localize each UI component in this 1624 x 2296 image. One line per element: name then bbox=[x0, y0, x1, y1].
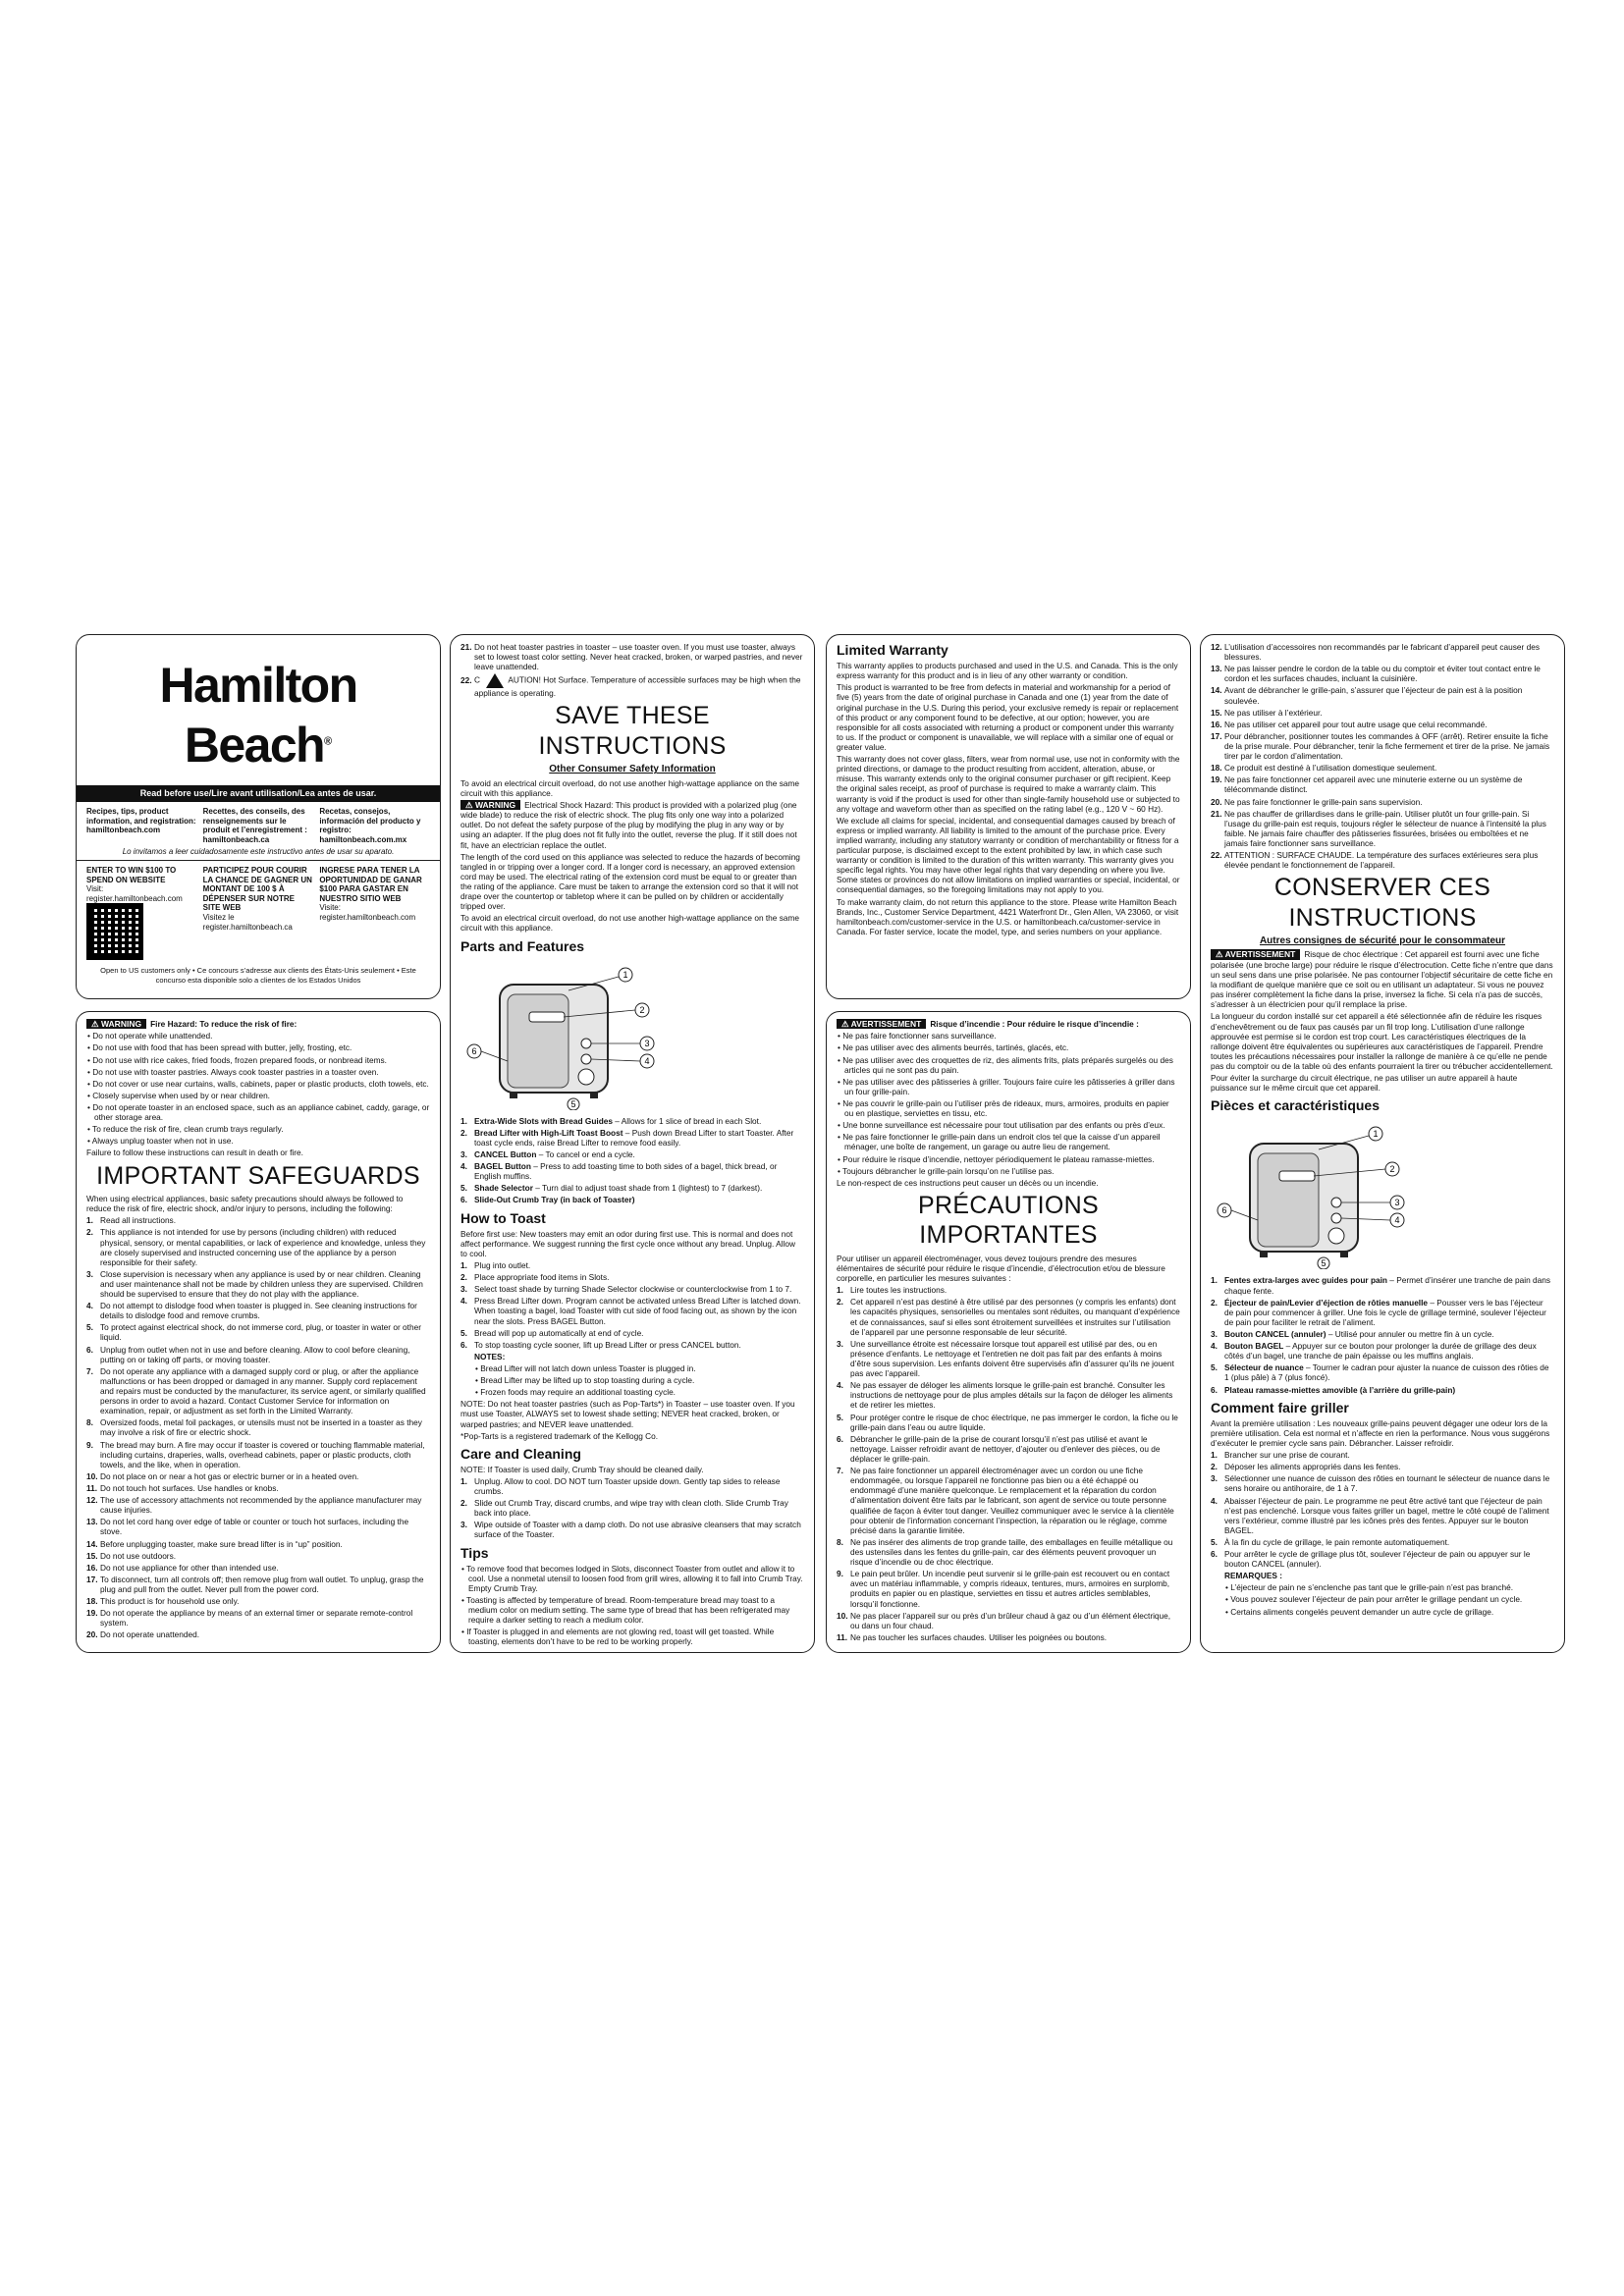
fire-bullet-fr: • Ne pas utiliser avec des croquettes de riz, des aliments frits, plats préparés surgelés ou des articles qui ne sont pas du pain. bbox=[838, 1054, 1173, 1075]
griller-step: 5. À la fin du cycle de grillage, le pain remonte automatiquement. bbox=[1211, 1536, 1450, 1547]
warning-badge: ⚠ WARNING bbox=[460, 800, 520, 810]
precautions-list-continued bbox=[1211, 642, 1554, 870]
svg-text:4: 4 bbox=[1394, 1215, 1400, 1226]
registration-fr-text: Recettes, des conseils, des renseignements sur le produit et l’enregistrement : bbox=[202, 806, 307, 835]
svg-text:6: 6 bbox=[1221, 1205, 1227, 1216]
safeguard-item: 1. Read all instructions. bbox=[86, 1215, 177, 1226]
precaution-item: 10. Ne pas placer l’appareil sur ou près d’un brûleur chaud à gaz ou d’un élément électrique, ou dans un four chaud. bbox=[837, 1610, 1171, 1630]
notes-label-text: NOTES: bbox=[474, 1351, 506, 1362]
safeguard-item: 19. Do not operate the appliance by means of an external timer or separate remote-control system. bbox=[86, 1608, 413, 1629]
precaution-item: 19. Ne pas faire fonctionner cet appareil avec une minuterie externe ou un système de télécommande distinct. bbox=[1211, 774, 1523, 795]
precaution-item: 14. Avant de débrancher le grille-pain, s’assurer que l’éjecteur de pain est à la position soulevée. bbox=[1211, 685, 1523, 706]
warranty-panel bbox=[826, 634, 1191, 999]
contest-fr-title: PARTICIPEZ POUR COURIR LA CHANCE DE GAGNER UN MONTANT DE 100 $ À DÉPENSER SUR NOTRE SITE WEB bbox=[202, 866, 312, 913]
warranty-paragraph: This product is warranted to be free from defects in material and workmanship for a period of five (5) years from the date of original purchase in Canada and one (1) year from the date of original purchase in the U.S. During this period, your exclusive remedy is repair or replacement of this product or any component found to be defective, at our option; however, you are responsible for all costs associated with returning a product or component under this warranty to us. If the product or component is unavailable, we will replace with a similar one of equal or greater value. bbox=[837, 682, 1179, 752]
safeguard-item: 12. The use of accessory attachments not recommended by the appliance manufacturer may cause injuries. bbox=[86, 1495, 422, 1516]
shock-hazard-note-fr bbox=[1211, 949, 1554, 1009]
comment-griller-steps bbox=[1211, 1450, 1554, 1569]
griller-step: 6. Pour arrêter le cycle de grillage plus tôt, soulever l’éjecteur de pain ou appuyer sur le bouton CANCEL (annuler). bbox=[1211, 1549, 1531, 1570]
trademark-note: *Pop-Tarts is a registered trademark of the Kellogg Co. bbox=[460, 1430, 659, 1441]
toast-step: 4. Press Bread Lifter down. Program cannot be activated unless Bread Lifter is latched down. When toasting a bagel, load Toaster with cut side of food facing out, as shown by the icon near the slots. Press BAGEL Button. bbox=[460, 1296, 801, 1326]
part-item: 6. Slide-Out Crumb Tray (in back of Toaster) bbox=[460, 1195, 635, 1205]
part-item: 1. Extra-Wide Slots with Bread Guides – Allows for 1 slice of bread in each Slot. bbox=[460, 1115, 762, 1126]
care-step: 1. Unplug. Allow to cool. DO NOT turn Toaster upside down. Gently tap sides to release crumbs. bbox=[460, 1475, 781, 1497]
precautions-intro: Pour utiliser un appareil électroménager, vous devez toujours prendre des mesures élémentaires de sécurité pour réduire le risque d’incendie, d’électrocution et/ou de blessure corporelle, en particulier les mesures suivantes : bbox=[837, 1253, 1165, 1284]
safeguard-item-22-text: AUTION! Hot Surface. Temperature of accessible surfaces may be high when the appliance is operating. bbox=[474, 675, 801, 699]
precaution-item: 2. Cet appareil n’est pas destiné à être utilisé par des personnes (y compris les enfants) dont les capacités physiques, sensorielles ou mentales sont réduites, ou manquant d’expérience et de connaissances, sauf si elles sont étroitement surveillées et instruites sur l’utilisation de l’appareil par une personne responsable de leur sécurité. bbox=[837, 1297, 1180, 1337]
conserver-instructions-title: CONSERVER CES INSTRUCTIONS bbox=[1273, 874, 1491, 932]
toaster-diagram bbox=[460, 963, 686, 1110]
safeguard-item: 10. Do not place on or near a hot gas or electric burner or in a heated oven. bbox=[86, 1470, 359, 1481]
parts-heading: Parts and Features bbox=[460, 937, 585, 954]
warning-label: AVERTISSEMENT bbox=[1224, 949, 1296, 960]
tips-list bbox=[460, 1564, 804, 1647]
precaution-item: 13. Ne pas laisser pendre le cordon de la table ou du comptoir et éviter tout contact entre le cordon et les surfaces chaudes, incluant la cuisinière. bbox=[1211, 664, 1541, 684]
svg-text:3: 3 bbox=[644, 1038, 650, 1048]
fire-bullet-fr: • Toujours débrancher le grille-pain lorsqu’on ne l’utilise pas. bbox=[838, 1165, 1055, 1176]
registration-es-text: Recetas, consejos, información del producto y registro: bbox=[319, 806, 421, 835]
precaution-item: 9. Le pain peut brûler. Un incendie peut survenir si le grille-pain est recouvert ou en contact avec un matériau inflammable, y compris rideaux, tentures, murs, armoires en surplomb, produits en papier ou en plastique, serviettes en tissu et autres articles semblables, lorsqu’il fonctionne. bbox=[837, 1569, 1170, 1609]
fire-bullet-list bbox=[86, 1031, 430, 1146]
circuit-overload-note: To avoid an electrical circuit overload, do not use another high-wattage appliance on the same circuit with this appliance. bbox=[460, 777, 799, 798]
contest-es-title: INGRESE PARA TENER LA OPORTUNIDAD DE GANAR $100 PARA GASTAR EN NUESTRO SITIO WEB bbox=[319, 866, 422, 903]
safeguard-item: 13. Do not let cord hang over edge of table or counter or touch hot surfaces, including the stove. bbox=[86, 1517, 409, 1537]
piece-item: 1. Fentes extra-larges avec guides pour pain – Permet d’insérer une tranche de pain dans chaque fente. bbox=[1211, 1275, 1551, 1296]
tip-item: • Toasting is affected by temperature of bread. Room-temperature bread may toast to a medium color on medium setting. The same type of bread that has been refrigerated may require a darker setting to reach a medium color. bbox=[461, 1594, 790, 1626]
autres-consignes-subtitle: Autres consignes de sécurité pour le consommateur bbox=[1259, 935, 1506, 947]
fire-bullet: • Do not operate while unattended. bbox=[87, 1031, 213, 1041]
circuit-overload-note-2: To avoid an electrical circuit overload, do not use another high-wattage appliance on the same circuit with this appliance. bbox=[460, 913, 799, 934]
fire-bullet: • To reduce the risk of fire, clean crumb trays regularly. bbox=[87, 1124, 284, 1135]
safeguard-item: 5. To protect against electrical shock, do not immerse cord, plug, or toaster in water or other liquid. bbox=[86, 1322, 421, 1343]
shock-hazard-note bbox=[460, 800, 804, 850]
notes-label bbox=[460, 1352, 804, 1362]
cancel-button-diagram bbox=[581, 1039, 591, 1048]
contest-en-visit: Visit: bbox=[86, 884, 104, 894]
contest-footnote: Open to US customers only • Ce concours s’adresse aux clients des États-Unis seulement • Este concurso esta disponible solo a clientes de los Estados Unidos bbox=[100, 966, 416, 985]
registration-fr-url[interactable]: hamiltonbeach.ca bbox=[202, 834, 270, 844]
svg-text:1: 1 bbox=[1373, 1129, 1379, 1140]
comment-griller-intro: Avant la première utilisation : Les nouveaux grille-pains peuvent dégager une odeur lors de la première utilisation. Cela est normal et n’affecte en rien la performance. Nous vous suggérons d’exécuter le premier cycle sans pain. Débrancher. Laisser refroidir. bbox=[1211, 1417, 1550, 1448]
precaution-item: 3. Une surveillance étroite est nécessaire lorsque tout appareil est utilisé par des, ou en présence d’enfants. Le nettoyage et l’entretien ne doit pas fait par des enfants à moins d’être sous supervision. Les enfants doivent être supervisés afin d’assurer qu’ils ne jouent pas avec l’appareil. bbox=[837, 1338, 1174, 1379]
contest-fr-url[interactable]: register.hamiltonbeach.ca bbox=[202, 922, 293, 932]
cord-length-note: The length of the cord used on this appliance was selected to reduce the hazards of becoming tangled in or tripping over a longer cord. If a longer cord is necessary, an approved extension cord may be used. The electrical rating of the extension cord must be equal to or greater than the rating of the appliance. Care must be taken to arrange the extension cord so that it will not drape over the countertop or tabletop where it can be pulled on by children or accidentally tripped over. bbox=[460, 851, 800, 912]
note-item: • Frozen foods may require an additional toasting cycle. bbox=[475, 1387, 676, 1398]
important-safeguards-title: IMPORTANT SAFEGUARDS bbox=[96, 1161, 420, 1190]
warning-badge: ⚠ AVERTISSEMENT bbox=[837, 1019, 926, 1029]
safeguard-item: 3. Close supervision is necessary when any appliance is used by or near children. Cleaning and user maintenance shall not be made by children unless they are supervised. Children should be supervised to ensure that they do not play with the appliance. bbox=[86, 1268, 423, 1300]
spanish-read-note: Lo invitamos a leer cuidadosamente este instructivo antes de usar su aparato. bbox=[77, 844, 440, 861]
shade-selector-diagram bbox=[578, 1069, 594, 1085]
fire-bullet-fr: • Ne pas utiliser avec des pâtisseries à griller. Toujours faire cuire les pâtisseries à griller dans un four grille-pain. bbox=[838, 1076, 1175, 1096]
piece-item: 2. Éjecteur de pain/Levier d’éjection de rôties manuelle – Pousser vers le bas l’éjecteur de pain pour commencer à griller. Une fois le cycle de grillage terminé, soulever l’éjecteur de pain pour faciliter le retrait de l’aliment. bbox=[1211, 1297, 1546, 1327]
remarque-item: • Vous pouvez soulever l’éjecteur de pain pour arrêter le grillage pendant un cycle. bbox=[1225, 1594, 1523, 1605]
shock-hazard-text: Electrical Shock Hazard: This product is provided with a polarized plug (one wide blade) to reduce the risk of electric shock. The plug fits only one way into a polarized outlet. Do not defeat the safety purpose of the plug by modifying the plug in any way or by using an adapter. If the plug does not fit fully into the outlet, reverse the plug. If it still does not fit, have an electrician replace the outlet. bbox=[460, 799, 797, 850]
bread-lifter bbox=[529, 1012, 565, 1022]
toast-step: 6. To stop toasting cycle sooner, lift up Bread Lifter or press CANCEL button. bbox=[460, 1339, 741, 1350]
remarque-item: • L’éjecteur de pain ne s’enclenche pas tant que le grille-pain n’est pas branché. bbox=[1225, 1582, 1514, 1593]
fire-bullet-list-fr bbox=[837, 1031, 1180, 1175]
registration-en-text: Recipes, tips, product information, and registration: bbox=[86, 806, 196, 826]
safeguard-item: 8. Oversized foods, metal foil packages, or utensils must not be inserted in a toaster as they may involve a risk of fire or electric shock. bbox=[86, 1417, 422, 1438]
precautions-list bbox=[837, 1285, 1180, 1642]
read-before-use-bar: Read before use/Lire avant utilisation/Lea antes de usar. bbox=[77, 785, 440, 802]
safeguard-item-21: 21. Do not heat toaster pastries in toaster – use toaster oven. If you must use toaster, always set to lowest toast color setting. Never heat cracked, broken, or warped pastries, and never leave unattended. bbox=[460, 642, 803, 672]
svg-text:2: 2 bbox=[639, 1004, 645, 1015]
fire-bullet: • Do not operate toaster in an enclosed space, such as an appliance cabinet, caddy, garage, or other storage area. bbox=[87, 1102, 430, 1123]
notes-list bbox=[460, 1363, 804, 1397]
svg-text:6: 6 bbox=[471, 1045, 477, 1056]
safeguards-list bbox=[86, 1215, 430, 1639]
remarques-label-text: REMARQUES : bbox=[1224, 1571, 1283, 1581]
contest-es-url[interactable]: register.hamiltonbeach.com bbox=[319, 913, 416, 923]
tip-item: • To remove food that becomes lodged in Slots, disconnect Toaster from outlet and allow it to cool. Use a nonmetal utensil to loosen food from grill wires, allowing it to fall into Crumb Tray. Empty Crumb Tray. bbox=[461, 1563, 803, 1593]
how-to-toast-steps bbox=[460, 1260, 804, 1350]
precaution-item: 20. Ne pas faire fonctionner le grille-pain sans supervision. bbox=[1211, 796, 1423, 807]
contest-fr bbox=[203, 866, 314, 960]
logo-text: Hamilton Beach bbox=[159, 658, 357, 773]
bagel-button-diagram bbox=[581, 1054, 591, 1064]
piece-item: 5. Sélecteur de nuance – Tourner le cadran pour ajuster la nuance de cuisson des rôties de 1 (plus pâle) à 7 (plus foncé). bbox=[1211, 1362, 1549, 1383]
registration-grid bbox=[86, 807, 430, 844]
precaution-item: 21. Ne pas chauffer de grillardises dans le grille-pain. Utiliser plutôt un four grille-pain. Si l’usage du grille-pain est requis, toujours régler le sélecteur de nuance à l’intensité la plus faible. Ne jamais faire chauffer des pâtisseries fissurées, brisées ou emboîtées et ne jamais faire fonctionner sans surveillance. bbox=[1211, 808, 1546, 848]
french-instructions-panel bbox=[1200, 634, 1565, 1653]
svg-text:1: 1 bbox=[623, 969, 628, 980]
safeguard-item: 4. Do not attempt to dislodge food when toaster is plugged in. See cleaning instructions for details to dislodge food and remove crumbs. bbox=[86, 1301, 417, 1321]
precaution-item: 22. ATTENTION : SURFACE CHAUDE. La température des surfaces extérieures sera plus élevée pendant le fonctionnement de l’appareil. bbox=[1211, 850, 1539, 871]
note-item: • Bread Lifter will not latch down unless Toaster is plugged in. bbox=[475, 1362, 696, 1373]
pieces-heading: Pièces et caractéristiques bbox=[1211, 1097, 1380, 1114]
fire-bullet-fr: • Ne pas faire fonctionner sans surveillance. bbox=[838, 1031, 997, 1041]
fire-bullet: • Do not cover or use near curtains, walls, cabinets, paper or plastic products, cloth towels, etc. bbox=[87, 1078, 429, 1089]
pieces-list bbox=[1211, 1275, 1554, 1394]
safeguard-item-21-text: Do not heat toaster pastries in toaster – use toaster oven. If you must use toaster, always set to lowest toast color setting. Never heat cracked, broken, or warped pastries, and never leave unattended. bbox=[474, 642, 803, 672]
hot-surface-icon bbox=[486, 673, 504, 688]
warranty-paragraph: To make warranty claim, do not return this appliance to the store. Please write Hamilton Beach Brands, Inc., Customer Service Department, 4421 Waterfront Dr., Glen Allen, VA 23060, or visit hamiltonbeach.com/customer-service in the U.S. or hamiltonbeach.ca/customer-service in Canada. For faster service, locate the model, type, and series numbers on your appliance. bbox=[837, 896, 1179, 936]
fire-bullet: • Do not use with toaster pastries. Always cook toaster pastries in a toaster oven. bbox=[87, 1066, 379, 1077]
fire-warning-fr bbox=[837, 1019, 1180, 1029]
fire-hazard-title: Fire Hazard: To reduce the risk of fire: bbox=[150, 1019, 298, 1029]
care-heading: Care and Cleaning bbox=[460, 1445, 581, 1462]
precaution-item: 4. Ne pas essayer de déloger les aliments lorsque le grille-pain est branché. Consulter les instructions de nettoyage pour de plus amples détails sur la façon de déloger les aliments et de retirer les miettes. bbox=[837, 1380, 1173, 1411]
care-step: 2. Slide out Crumb Tray, discard crumbs, and wipe tray with clean cloth. Slide Crumb Tray back into place. bbox=[460, 1498, 788, 1519]
how-to-toast-heading: How to Toast bbox=[460, 1209, 546, 1226]
remarques-list bbox=[1211, 1582, 1554, 1616]
griller-step: 2. Déposer les aliments appropriés dans les fentes. bbox=[1211, 1462, 1401, 1472]
registration-es-url[interactable]: hamiltonbeach.com.mx bbox=[319, 834, 407, 844]
fire-bullet-fr: • Ne pas utiliser avec des aliments beurrés, tartinés, glacés, etc. bbox=[838, 1042, 1069, 1053]
toast-step: 1. Plug into outlet. bbox=[460, 1259, 531, 1270]
precaution-item: 18. Ce produit est destiné à l’utilisation domestique seulement. bbox=[1211, 763, 1437, 774]
contest-en bbox=[86, 866, 197, 960]
safeguard-item: 14. Before unplugging toaster, make sure bread lifter is in “up” position. bbox=[86, 1538, 343, 1549]
instructions-panel bbox=[450, 634, 815, 1653]
save-instructions-title: SAVE THESE INSTRUCTIONS bbox=[538, 702, 727, 760]
parts-list bbox=[460, 1116, 804, 1205]
toast-step: 3. Select toast shade by turning Shade Selector clockwise or counterclockwise from 1 to 7. bbox=[460, 1284, 792, 1295]
safeguards-intro: When using electrical appliances, basic safety precautions should always be followed to reduce the risk of fire, electric shock, and/or injury to persons, including the following: bbox=[86, 1194, 404, 1214]
registration-es bbox=[319, 807, 430, 844]
registration-fr bbox=[203, 807, 314, 844]
svg-text:5: 5 bbox=[570, 1098, 576, 1109]
fire-bullet: • Do not use with rice cakes, fried foods, frozen prepared foods, or nonbread items. bbox=[87, 1054, 387, 1065]
fire-bullet: • Closely supervise when used by or near children. bbox=[87, 1090, 270, 1100]
care-steps bbox=[460, 1476, 804, 1540]
precaution-item: 12. L’utilisation d’accessoires non recommandés par le fabricant d’appareil peut causer des blessures. bbox=[1211, 642, 1540, 663]
cover-panel bbox=[76, 634, 441, 999]
piece-item: 6. Plateau ramasse-miettes amovible (à l’arrière du grille-pain) bbox=[1211, 1384, 1456, 1395]
warranty-paragraph: This warranty does not cover glass, filters, wear from normal use, use not in conformity with the printed directions, or damage to the product resulting from accident, alteration, abuse, or misuse. This warranty extends only to the original consumer purchaser or gift recipient. Keep the original sales receipt, as proof of purchase is required to make a warranty claim. This warranty is void if the product is used for other than single-family household use or subjected to any voltage and waveform other than as specified on the rating label (e.g., 120 V ~ 60 Hz). bbox=[837, 754, 1180, 814]
safeguard-item: 11. Do not touch hot surfaces. Use handles or knobs. bbox=[86, 1483, 279, 1494]
precaution-item: 6. Débrancher le grille-pain de la prise de courant lorsqu’il n’est pas utilisé et avant le nettoyage. Laisser refroidir avant de nettoyer, d’ajouter ou d’enlever des pièces, ou de déplacer le grille-pain. bbox=[837, 1433, 1161, 1464]
griller-step: 3. Sélectionner une nuance de cuisson des rôties en tournant le sélecteur de nuance dans le sens horaire ou antihoraire, de 1 à 7. bbox=[1211, 1473, 1550, 1494]
fire-bullet-fr: • Une bonne surveillance est nécessaire pour tout utilisation par des enfants ou près d’eux. bbox=[838, 1120, 1165, 1131]
toast-step: 5. Bread will pop up automatically at end of cycle. bbox=[460, 1327, 644, 1338]
contest-es-visit: Visite: bbox=[319, 903, 341, 913]
safeguard-item: 18. This product is for household use only. bbox=[86, 1596, 240, 1607]
warranty-heading: Limited Warranty bbox=[837, 642, 948, 658]
safeguard-item: 9. The bread may burn. A fire may occur if toaster is covered or touching flammable material, including curtains, draperies, walls, overhead cabinets, paper or plastic products, cloth towels, and the like, when in operation. bbox=[86, 1439, 425, 1469]
care-step: 3. Wipe outside of Toaster with a damp cloth. Do not use abrasive cleansers that may scratch surface of the Toaster. bbox=[460, 1520, 801, 1540]
fire-hazard-title-fr: Risque d’incendie : Pour réduire le risque d’incendie : bbox=[930, 1019, 1139, 1029]
care-intro: NOTE: If Toaster is used daily, Crumb Tray should be cleaned daily. bbox=[460, 1464, 704, 1474]
part-item: 5. Shade Selector – Turn dial to adjust toast shade from 1 (lightest) to 7 (darkest). bbox=[460, 1183, 763, 1194]
safeguard-item: 6. Unplug from outlet when not in use and before cleaning. Allow to cool before cleaning, putting on or taking off parts, or moving toaster. bbox=[86, 1344, 410, 1364]
fire-bullet: • Do not use with food that has been spread with butter, jelly, frosting, etc. bbox=[87, 1042, 352, 1053]
contest-en-title: ENTER TO WIN $100 TO SPEND ON WEBSITE bbox=[86, 866, 177, 884]
shock-hazard-text-fr: Risque de choc électrique : Cet appareil est fourni avec une fiche polarisée (une broche large) pour réduire le risque d’électrocution. Cette fiche n’entre que dans un seul sens dans une prise polarisée. Ne pas contourner l’objectif sécuritaire de cette fiche en la modifiant de quelque manière que ce soit ou en utilisant un adaptateur. Si vous ne pouvez pas insérer complètement la fiche dans la prise, inversez la fiche. Si cela n’a pas de succès, s’adresser à un électricien pour qu’il remplace la prise. bbox=[1211, 949, 1553, 1010]
safeguard-item: 7. Do not operate any appliance with a damaged supply cord or plug, or after the appliance malfunctions or has been dropped or damaged in any manner. Supply cord replacement and repairs must be conducted by the manufacturer, its service agent, or similarly qualified persons in order to avoid a hazard. Contact Customer Service for information on examination, repair, or adjustment as set forth in the Limited Warranty. bbox=[86, 1365, 426, 1416]
hamilton-beach-logo: Hamilton Beach® bbox=[159, 658, 357, 773]
note-item: • Bread Lifter may be lifted up to stop toasting during a cycle. bbox=[475, 1375, 695, 1386]
piece-item: 3. Bouton CANCEL (annuler) – Utilisé pour annuler ou mettre fin à un cycle. bbox=[1211, 1329, 1494, 1339]
qr-code-icon[interactable] bbox=[86, 903, 143, 960]
precaution-item: 1. Lire toutes les instructions. bbox=[837, 1285, 947, 1296]
precautions-panel bbox=[826, 1011, 1191, 1653]
svg-text:2: 2 bbox=[1389, 1164, 1395, 1175]
failure-note-fr: Le non-respect de ces instructions peut causer un décès ou un incendie. bbox=[837, 1177, 1099, 1188]
cord-length-note-fr: La longueur du cordon installé sur cet appareil a été sélectionnée afin de réduire les risques d’enchevêtrement ou de faux pas causés par un fil trop long. L’utilisation d’une rallonge approuvée est permise si le cordon est trop court. Les caractéristiques électriques de la rallonge doivent être équivalentes ou supérieures aux caractéristiques de l’appareil. Prendre toutes les précautions nécessaires pour installer la rallonge de manière à ce qu’elle ne pende pas du comptoir ou de la table où des enfants pourraient la tirer ou trébucher accidentellement. bbox=[1211, 1011, 1553, 1071]
tip-item: • If Toaster is plugged in and elements are not glowing red, toast will get toasted. While toasting, elements don’t have to be red to be working properly. bbox=[461, 1627, 775, 1647]
failure-note: Failure to follow these instructions can result in death or fire. bbox=[86, 1148, 303, 1158]
safeguard-item: 16. Do not use appliance for other than intended use. bbox=[86, 1562, 279, 1573]
griller-step: 4. Abaisser l’éjecteur de pain. Le programme ne peut être activé tant que l’éjecteur de pain n’est pas enclenché. Lorsque vous faites griller un bagel, mettre le côté coupé de l’aliment vers l’extérieur, comme illustré par les icônes près des fentes. Appuyer sur le bouton BAGEL. bbox=[1211, 1495, 1549, 1535]
pastry-note: NOTE: Do not heat toaster pastries (such as Pop-Tarts*) in Toaster – use toaster oven. If you must use Toaster, ALWAYS set to lowest shade setting; NEVER heat cracked, broken, or warped pastries; and NEVER leave unattended. bbox=[460, 1399, 795, 1429]
precaution-item: 8. Ne pas insérer des aliments de trop grande taille, des emballages en feuille métallique ou des ustensiles dans les fentes du grille-pain, car des éléments peuvent provoquer un risque d’incendie ou de choc électrique. bbox=[837, 1536, 1173, 1568]
remarque-item: • Certains aliments congelés peuvent demander un autre cycle de grillage. bbox=[1225, 1606, 1494, 1617]
toaster-front-panel bbox=[508, 994, 568, 1088]
svg-text:4: 4 bbox=[644, 1055, 650, 1066]
safeguard-item-22: 22. C AUTION! Hot Surface. Temperature of accessible surfaces may be high when the appliance is operating. bbox=[460, 675, 801, 699]
warning-label: AVERTISSEMENT bbox=[850, 1019, 922, 1029]
warning-badge: ⚠ AVERTISSEMENT bbox=[1211, 949, 1300, 959]
part-item: 3. CANCEL Button – To cancel or end a cycle. bbox=[460, 1149, 635, 1160]
warranty-text bbox=[837, 661, 1180, 936]
precaution-item: 11. Ne pas toucher les surfaces chaudes. Utiliser les poignées ou boutons. bbox=[837, 1631, 1108, 1642]
part-item: 4. BAGEL Button – Press to add toasting time to both sides of a bagel, thick bread, or English muffins. bbox=[460, 1161, 778, 1182]
svg-text:3: 3 bbox=[1394, 1198, 1400, 1208]
registration-en-url[interactable]: hamiltonbeach.com bbox=[86, 826, 161, 835]
tips-heading: Tips bbox=[460, 1544, 489, 1561]
contest-es bbox=[319, 866, 430, 960]
griller-step: 1. Brancher sur une prise de courant. bbox=[1211, 1450, 1350, 1461]
registration-en bbox=[86, 807, 197, 844]
warranty-paragraph: We exclude all claims for special, incidental, and consequential damages caused by breach of express or implied warranty. All liability is limited to the amount of the purchase price. Every implied warranty, including any statutory warranty or condition of merchantability or fitness for a particular purpose, is disclaimed except to the extent prohibited by law, in which case such warranty or condition is limited to the duration of this written warranty. This warranty gives you specific legal rights. You may have other legal rights that vary depending on where you live. Some states or provinces do not allow limitations on implied warranties or special, incidental, or consequential damages, so the foregoing limitations may not apply to you. bbox=[837, 815, 1180, 895]
contest-fr-visit: Visitez le bbox=[202, 913, 235, 923]
safeguard-item: 2. This appliance is not intended for use by persons (including children) with reduced physical, sensory, or mental capabilities, or lack of experience and knowledge, unless they are closely supervised and instructed concerning use of the appliance by a person responsible for their safety. bbox=[86, 1227, 426, 1267]
warning-label: WARNING bbox=[474, 799, 516, 810]
comment-griller-heading: Comment faire griller bbox=[1211, 1399, 1349, 1415]
safeguards-panel bbox=[76, 1011, 441, 1653]
fire-bullet-fr: • Ne pas faire fonctionner le grille-pain dans un endroit clos tel que la caisse d’un appareil ménager, une boîte de rangement, un garage ou autre lieu de rangement. bbox=[838, 1132, 1161, 1152]
circuit-overload-note-fr: Pour éviter la surcharge du circuit électrique, ne pas utiliser un autre appareil à haute puissance sur le même circuit que cet appareil. bbox=[1211, 1073, 1518, 1094]
piece-item: 4. Bouton BAGEL – Appuyer sur ce bouton pour prolonger la durée de grillage des deux côtés d’un bagel, une tranche de pain épaisse ou les muffins anglais. bbox=[1211, 1341, 1537, 1362]
precaution-item: 7. Ne pas faire fonctionner un appareil électroménager avec un cordon ou une fiche endommagée, ou lorsque l’appareil ne fonctionne pas bien ou a été échappé ou endommagé d’une manière quelconque. Le remplacement et la réparation du cordon d’alimentation doivent être faits par le fabricant, son agent de service ou toute personne qualifiée de façon à éviter tout danger. Veuillez communiquer avec le service à la clientèle pour obtenir de l’information concernant l’inspection, la réparation ou le réglage, comme précisé dans la garantie limitée. bbox=[837, 1466, 1174, 1535]
contest-grid bbox=[86, 866, 430, 960]
fire-bullet-fr: • Ne pas couvrir le grille-pain ou l’utiliser près de rideaux, murs, armoires, produits en papier ou en plastique, serviettes en tissu, etc. bbox=[838, 1098, 1169, 1119]
toaster-diagram-fr bbox=[1211, 1122, 1436, 1269]
precaution-item: 5. Pour protéger contre le risque de choc électrique, ne pas immerger le cordon, la fiche ou le grille-pain dans l’eau ou autre liquide. bbox=[837, 1412, 1178, 1432]
fire-bullet: • Always unplug toaster when not in use. bbox=[87, 1136, 234, 1147]
fire-warning bbox=[86, 1019, 430, 1029]
consumer-safety-subtitle: Other Consumer Safety Information bbox=[549, 764, 716, 775]
warning-label: WARNING bbox=[100, 1019, 142, 1029]
svg-text:5: 5 bbox=[1321, 1258, 1326, 1269]
precaution-item: 15. Ne pas utiliser à l’extérieur. bbox=[1211, 707, 1323, 718]
safeguard-item: 15. Do not use outdoors. bbox=[86, 1550, 177, 1561]
toast-step: 2. Place appropriate food items in Slots. bbox=[460, 1272, 610, 1283]
how-to-toast-intro: Before first use: New toasters may emit an odor during first use. This is normal and does not affect performance. We suggest running the first cycle once without any bread. Unplug. Allow to cool. bbox=[460, 1228, 795, 1258]
safeguard-item: 17. To disconnect, turn all controls off; then remove plug from wall outlet. To unplug, grasp the plug and pull from the outlet. Never pull from the power cord. bbox=[86, 1574, 424, 1594]
safeguard-item: 20. Do not operate unattended. bbox=[86, 1629, 200, 1640]
fire-bullet-fr: • Pour réduire le risque d’incendie, nettoyer périodiquement le plateau ramasse-miettes. bbox=[838, 1153, 1155, 1164]
part-item: 2. Bread Lifter with High-Lift Toast Boost – Push down Bread Lifter to start Toaster. After toast cycle ends, raise Bread Lifter to remove food easily. bbox=[460, 1127, 794, 1148]
precautions-title: PRÉCAUTIONS IMPORTANTES bbox=[918, 1191, 1099, 1250]
remarques-label bbox=[1211, 1571, 1554, 1580]
precaution-item: 16. Ne pas utiliser cet appareil pour tout autre usage que celui recommandé. bbox=[1211, 719, 1488, 729]
warning-badge: ⚠ WARNING bbox=[86, 1019, 146, 1029]
contest-en-url[interactable]: register.hamiltonbeach.com bbox=[86, 893, 183, 903]
precaution-item: 17. Pour débrancher, positionner toutes les commandes à OFF (arrêt). Retirer ensuite la fiche de la prise murale. Pour débrancher, tenir la fiche fermement et tirer de la prise. Ne jamais tirer par le cordon d’alimentation. bbox=[1211, 730, 1550, 762]
warranty-paragraph: This warranty applies to products purchased and used in the U.S. and Canada. This is the only express warranty for this product and is in lieu of any other warranty or condition. bbox=[837, 661, 1178, 681]
